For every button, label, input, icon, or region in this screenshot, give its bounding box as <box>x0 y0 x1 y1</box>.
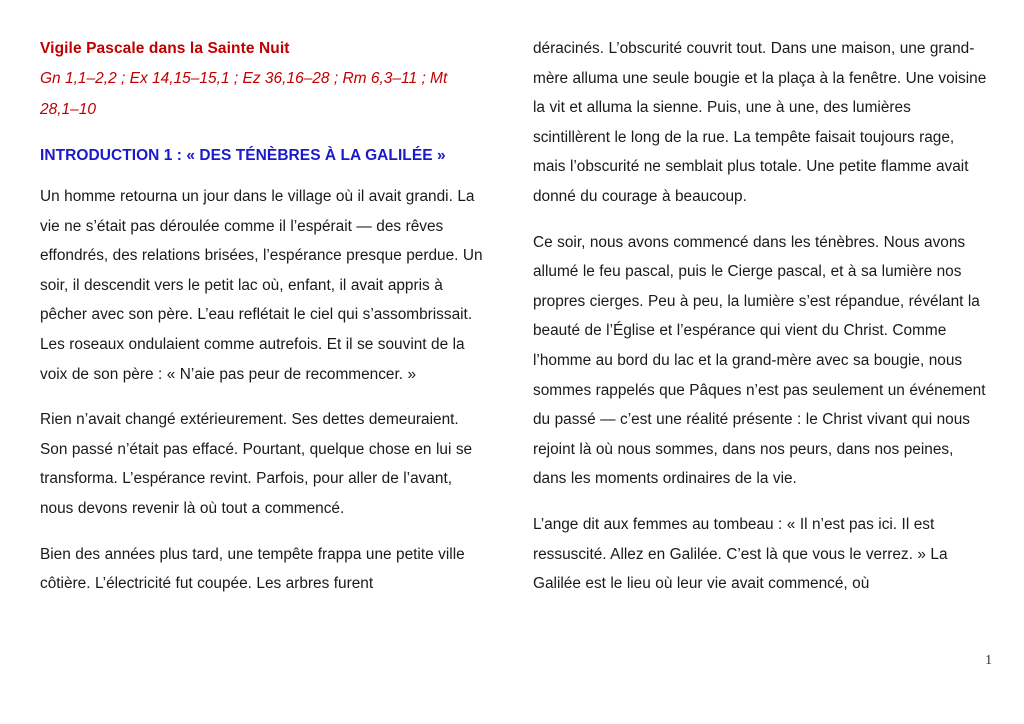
right-column <box>533 34 990 615</box>
paragraph: Un homme retourna un jour dans le village où il avait grandi. La vie ne s’était pas déroulée comme il l’espérait — des rêves effondrés, des relations brisées, l’espérance presque perdue. Un soir, il descendit vers le petit lac où, enfant, il avait appris à pêcher avec son père. L’eau reflétait le ciel qui s’assombrissait. Les roseaux ondulaient comme autrefois. Et il se souvint de la voix de son père : « N’aie pas peur de recommencer. » <box>40 188 483 383</box>
paragraph: Bien des années plus tard, une tempête frappa une petite ville côtière. L’électricité fut coupée. Les arbres furent <box>40 545 465 593</box>
paragraph: Ce soir, nous avons commencé dans les ténèbres. Nous avons allumé le feu pascal, puis le Cierge pascal, et à sa lumière nos propres cierges. Peu à peu, la lumière s’est répandue, révélant la beauté de l’Église et l’espérance qui vient du Christ. Comme l’homme au bord du lac et la grand-mère avec sa bougie, nous sommes rappelés que Pâques n’est pas seulement un événement du passé — c’est une réalité présente : le Christ vivant qui nous rejoint là où nous sommes, dans nos peurs, dans nos peines, dans les moments ordinaires de la vie. <box>533 233 986 488</box>
paragraph: L’ange dit aux femmes au tombeau : « Il n’est pas ici. Il est ressuscité. Allez en Galilée. C’est là que vous le verrez. » La Galilée est le lieu où leur vie avait commencé, où <box>533 515 948 593</box>
paragraph: déracinés. L’obscurité couvrit tout. Dans une maison, une grand-mère alluma une seule bougie et la plaça à la fenêtre. Une voisine la vit et alluma la sienne. Puis, une à une, des lumières scintillèrent le long de la rue. La tempête faisait toujours rage, mais l’obscurité ne semblait plus totale. Une petite flamme avait donné du courage à beaucoup. <box>533 40 987 205</box>
scripture-readings: Gn 1,1–2,2 ; Ex 14,15–15,1 ; Ez 36,16–28 ; Rm 6,3–11 ; Mt 28,1–10 <box>40 70 448 118</box>
page-number: 1 <box>985 651 992 667</box>
paragraph: Rien n’avait changé extérieurement. Ses dettes demeuraient. Son passé n’était pas effacé. Pourtant, quelque chose en lui se transforma. L’espérance revint. Parfois, pour aller de l’avant, nous devons revenir là où tout a commencé. <box>40 411 473 517</box>
left-column <box>40 34 489 615</box>
page-title: Vigile Pascale dans la Sainte Nuit <box>40 40 290 57</box>
section-heading-introduction: INTRODUCTION 1 : « DES TÉNÈBRES À LA GALILÉE » <box>40 147 446 164</box>
